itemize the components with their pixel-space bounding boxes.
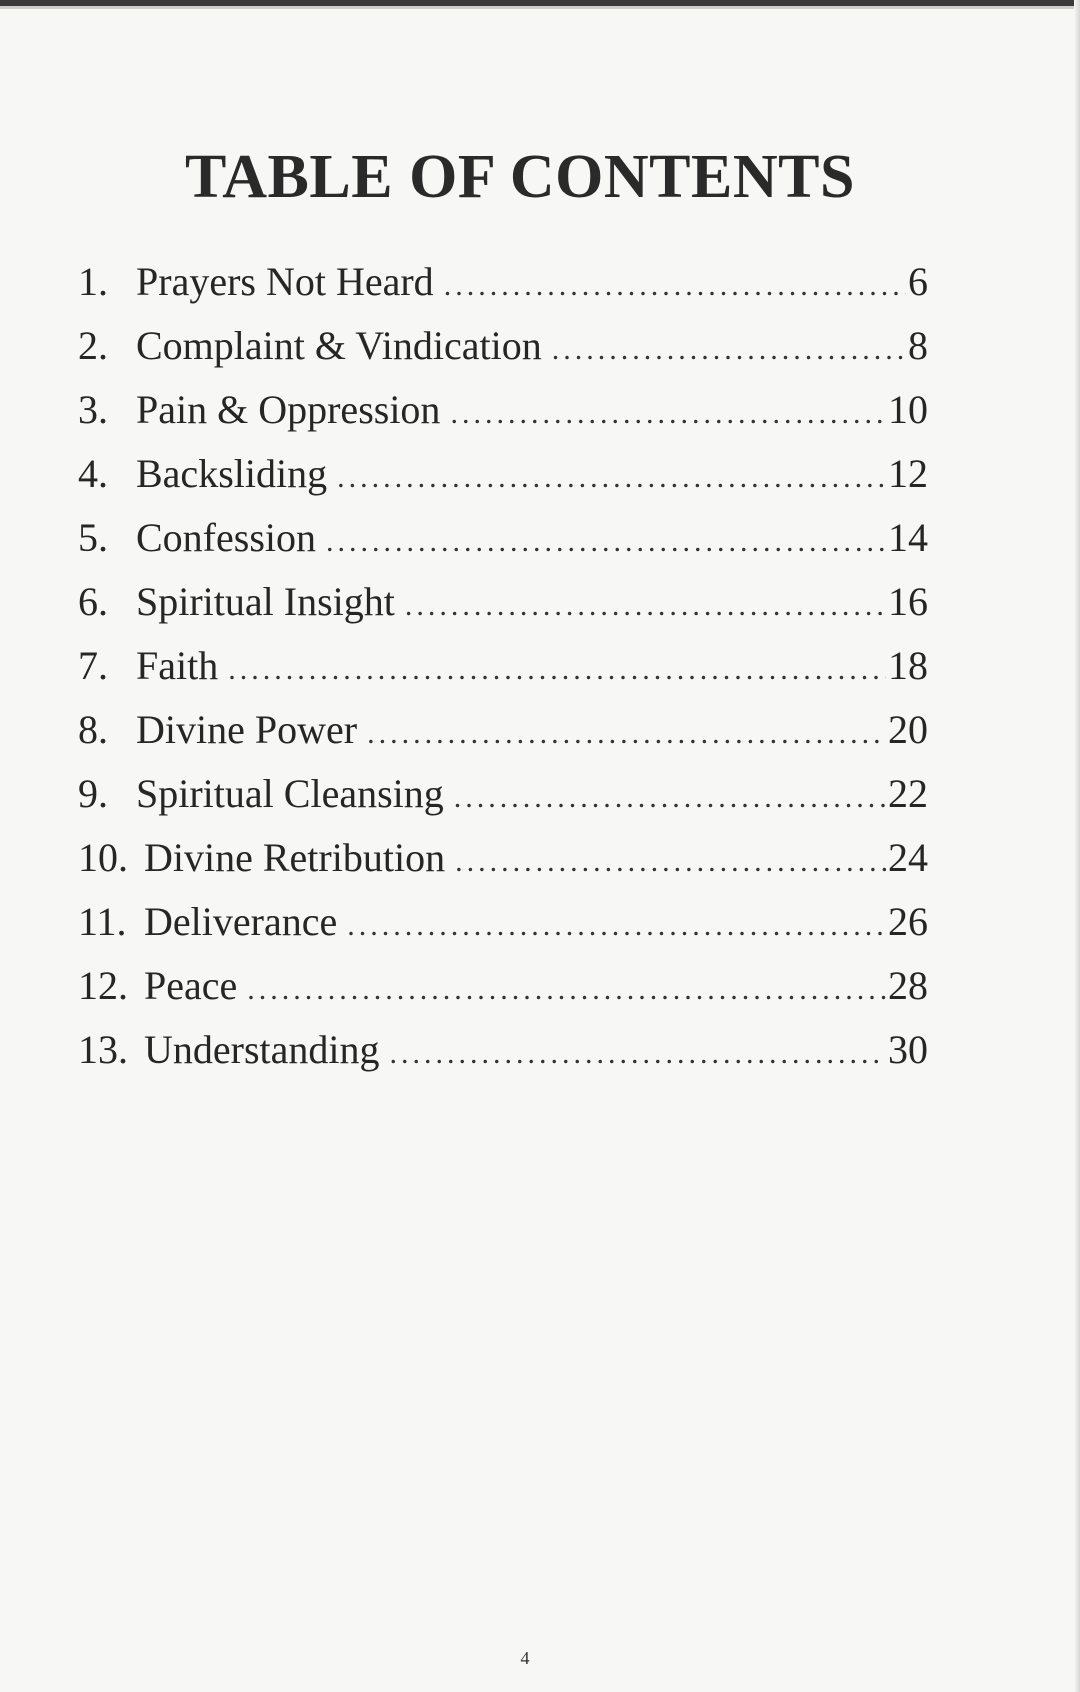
toc-entry — [78, 250, 928, 314]
toc-entry — [78, 890, 928, 954]
toc-entry-page: 30 — [888, 1027, 928, 1072]
toc-entry — [78, 954, 928, 1018]
toc-dot-leader — [552, 318, 906, 378]
toc-entry-title: Confession — [136, 515, 316, 560]
toc-dot-leader — [405, 574, 886, 634]
toc-entry-number: 13. — [78, 1027, 128, 1072]
toc-dot-leader — [326, 510, 886, 570]
toc-dot-leader — [455, 830, 886, 890]
toc-entry-title: Complaint & Vindication — [136, 323, 542, 368]
toc-entry-title: Faith — [136, 643, 219, 688]
toc-entry — [78, 442, 928, 506]
toc-entry-number: 6. — [78, 579, 108, 624]
toc-dot-leader — [454, 766, 886, 826]
toc-entry-number: 11. — [78, 899, 127, 944]
toc-dot-leader — [347, 894, 886, 954]
toc-entry-page: 24 — [888, 835, 928, 880]
toc-entry — [78, 762, 928, 826]
page-edge-shadow — [1074, 0, 1080, 1692]
toc-entry-number: 1. — [78, 259, 108, 304]
toc-entry-page: 20 — [888, 707, 928, 752]
toc-dot-leader — [337, 446, 886, 506]
toc-entry-page: 16 — [888, 579, 928, 624]
toc-entry-title: Pain & Oppression — [136, 387, 441, 432]
toc-dot-leader — [444, 254, 906, 314]
toc-entry-page: 12 — [888, 451, 928, 496]
toc-list — [78, 250, 928, 1082]
toc-entry-title: Divine Power — [136, 707, 358, 752]
toc-entry-title: Understanding — [144, 1027, 380, 1072]
toc-entry-page: 22 — [888, 771, 928, 816]
toc-entry-title: Divine Retribution — [144, 835, 446, 880]
toc-entry-title: Spiritual Cleansing — [136, 771, 444, 816]
toc-entry-title: Spiritual Insight — [136, 579, 395, 624]
toc-entry-page: 6 — [908, 259, 928, 304]
toc-entry — [78, 826, 928, 890]
toc-dot-leader — [390, 1022, 886, 1082]
toc-entry-page: 14 — [888, 515, 928, 560]
toc-entry-title: Prayers Not Heard — [136, 259, 434, 304]
toc-entry-number: 7. — [78, 643, 108, 688]
toc-entry — [78, 314, 928, 378]
top-border-shadow — [0, 6, 1080, 9]
toc-entry-page: 28 — [888, 963, 928, 1008]
toc-entry — [78, 1018, 928, 1082]
toc-entry-number: 9. — [78, 771, 108, 816]
page-number: 4 — [520, 1648, 530, 1668]
toc-entry-page: 26 — [888, 899, 928, 944]
toc-entry-number: 12. — [78, 963, 128, 1008]
toc-dot-leader — [367, 702, 886, 762]
toc-entry-number: 4. — [78, 451, 108, 496]
toc-entry — [78, 570, 928, 634]
toc-entry-title: Backsliding — [136, 451, 328, 496]
toc-dot-leader — [228, 638, 886, 698]
toc-entry — [78, 698, 928, 762]
toc-entry-number: 2. — [78, 323, 108, 368]
toc-entry — [78, 634, 928, 698]
toc-entry-title: Peace — [144, 963, 238, 1008]
toc-entry-title: Deliverance — [144, 899, 338, 944]
toc-entry-page: 8 — [908, 323, 928, 368]
toc-entry-number: 10. — [78, 835, 128, 880]
toc-entry — [78, 378, 928, 442]
toc-entry-page: 18 — [888, 643, 928, 688]
toc-entry — [78, 506, 928, 570]
toc-entry-page: 10 — [888, 387, 928, 432]
toc-dot-leader — [450, 382, 886, 442]
toc-entry-number: 8. — [78, 707, 108, 752]
toc-entry-number: 5. — [78, 515, 108, 560]
page-title: TABLE OF CONTENTS — [185, 142, 855, 211]
toc-dot-leader — [247, 958, 886, 1018]
toc-entry-number: 3. — [78, 387, 108, 432]
